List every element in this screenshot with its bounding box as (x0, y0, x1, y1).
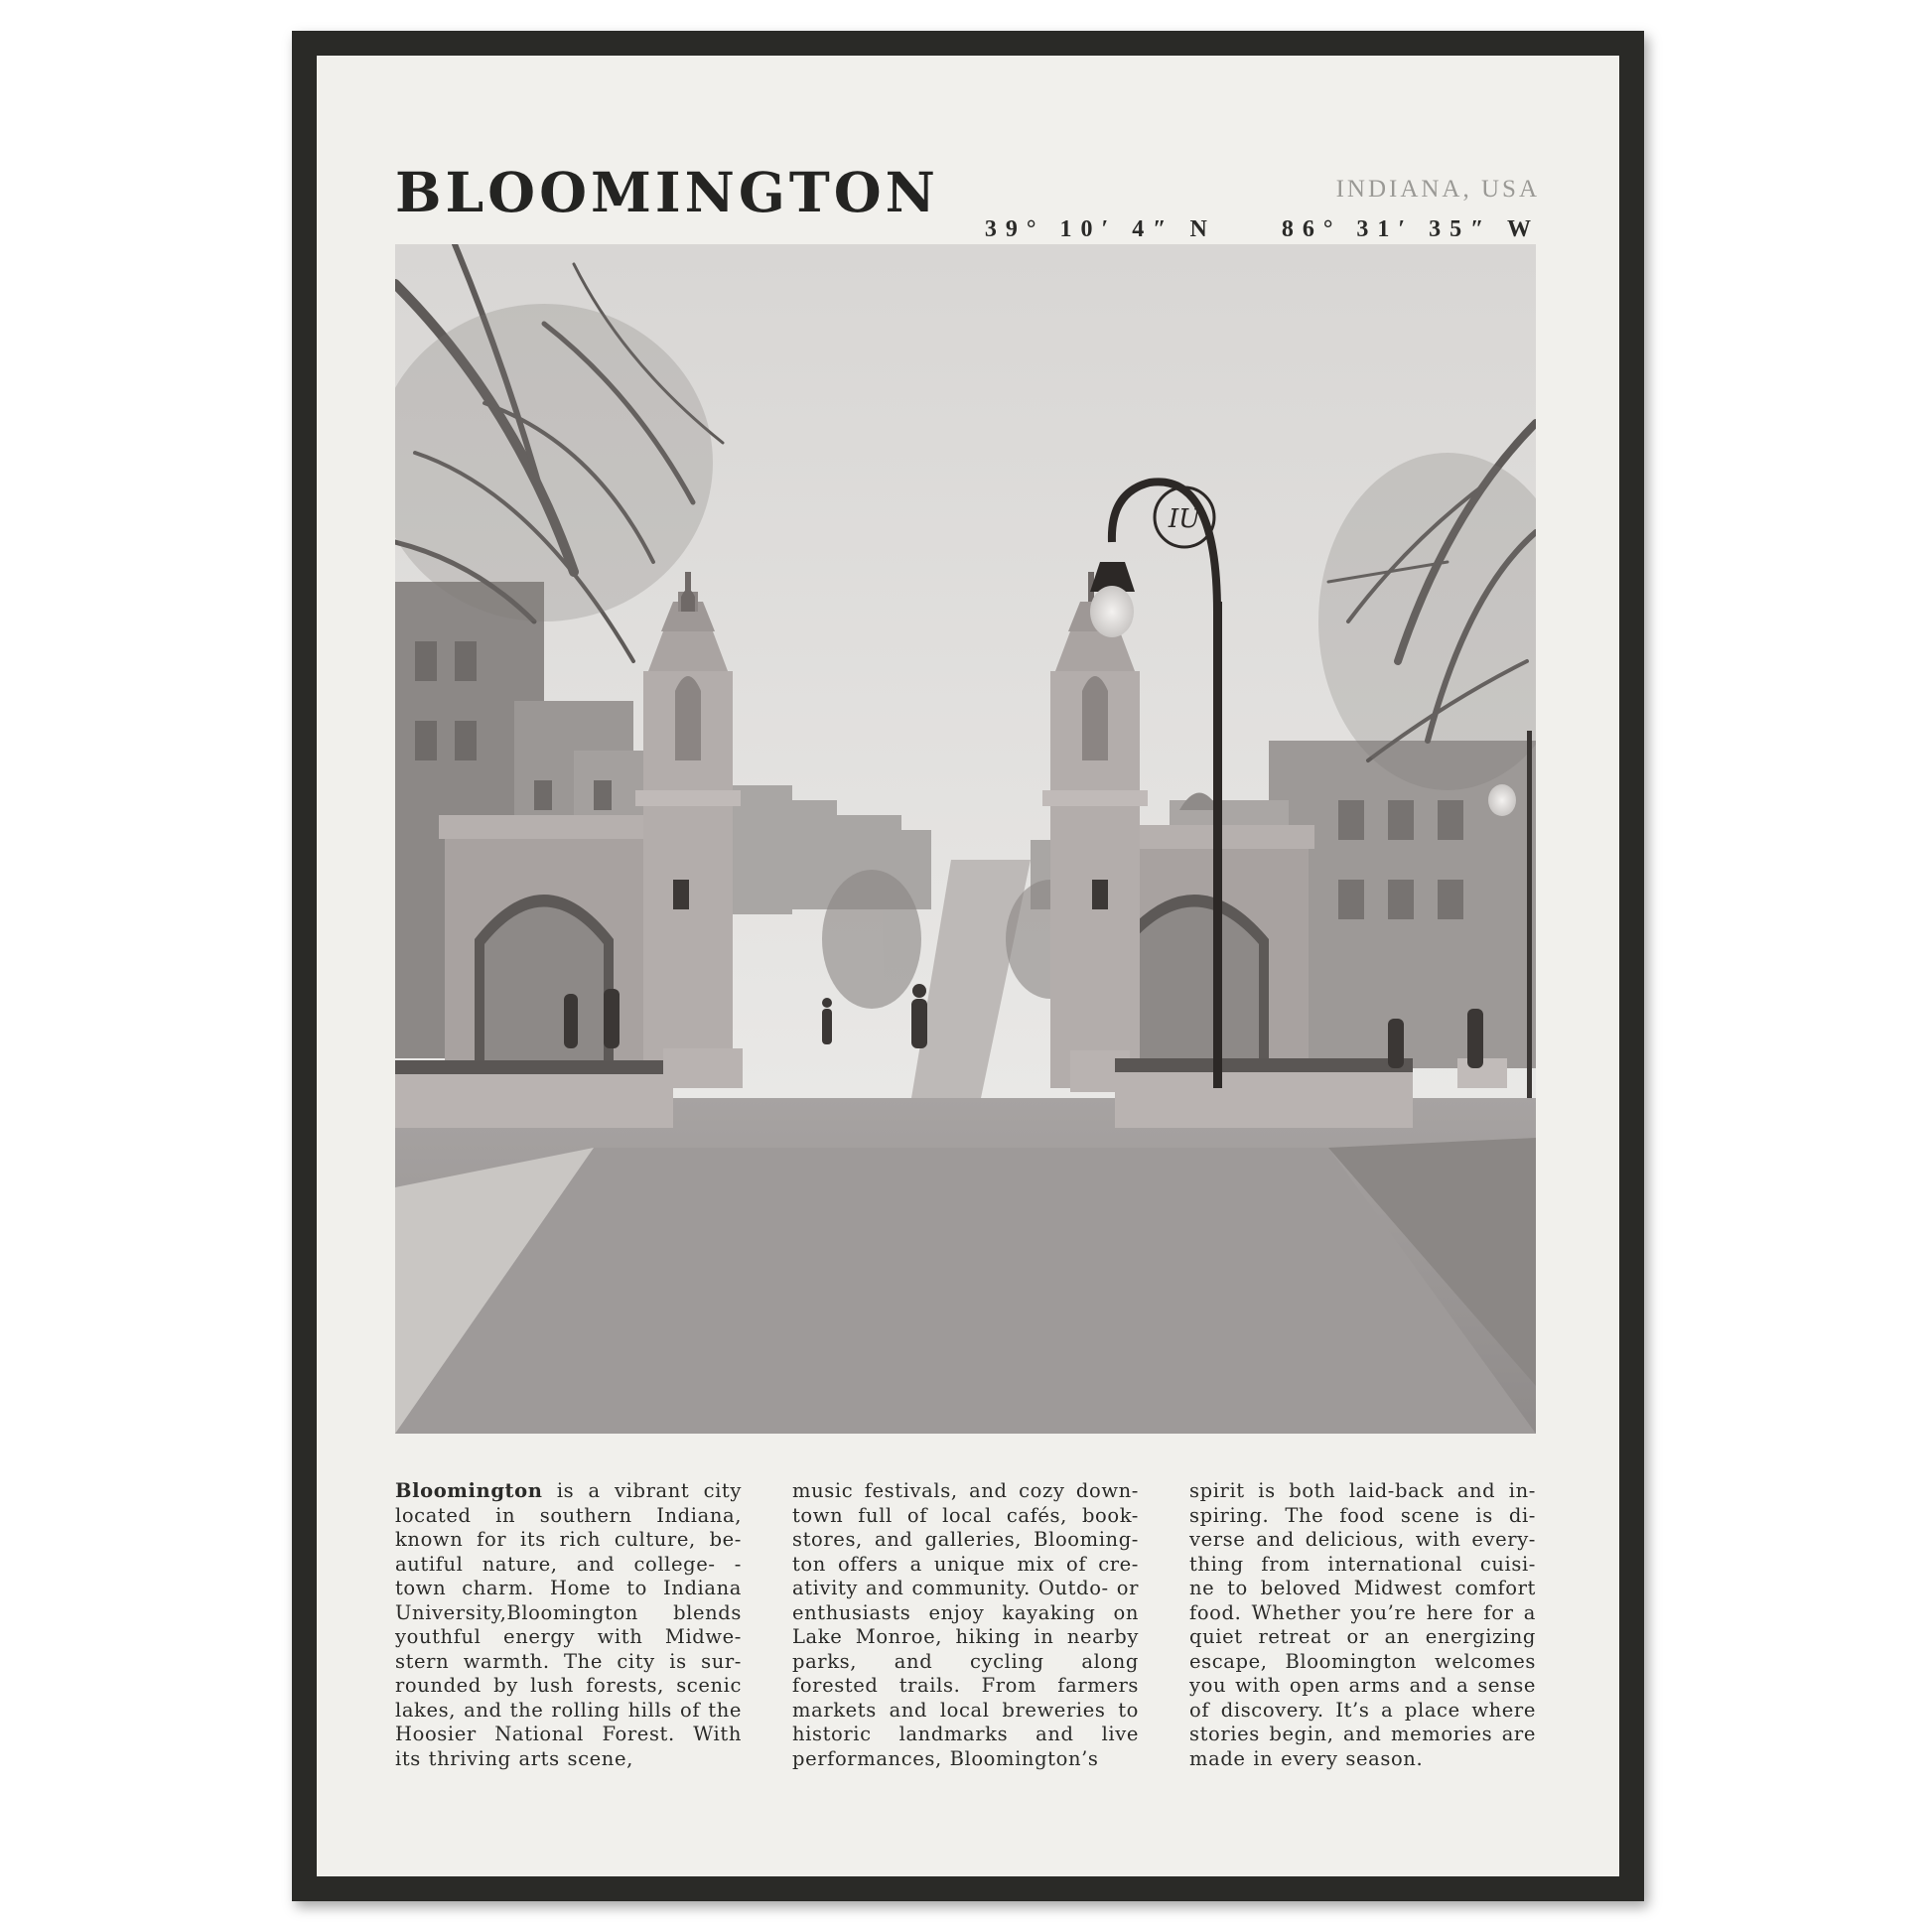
poster-paper (317, 56, 1619, 1876)
lead-city-name: Bloomington (395, 1479, 543, 1502)
poster-title: BLOOMINGTON (395, 160, 939, 224)
description-text-1: is a vibrant city located in southern Indiana, known for its rich culture, be- autiful nature, and college- -town charm. Home to Indiana University,Bloomington blends youthful energy with Midwe- stern warmth. The city is sur- rounded by lush forests, scenic lakes, and the rolling hills of the Hoosier National Forest. With its thriving arts scene, (395, 1479, 742, 1770)
poster-frame (292, 31, 1644, 1901)
city-photo (395, 244, 1536, 1434)
sample-gates-illustration (395, 244, 1536, 1434)
region-label: INDIANA, USA (1335, 176, 1540, 203)
lamp-emblem: IU (1168, 504, 1201, 534)
description-columns (395, 1479, 1536, 1771)
latitude: 39° 10′ 4″ N (984, 216, 1216, 242)
description-column-1 (395, 1479, 742, 1771)
longitude: 86° 31′ 35″ W (1281, 216, 1540, 242)
coordinates (985, 216, 1540, 243)
description-column-2: music festivals, and cozy down- town full of local cafés, book- stores, and galleries, Blooming- ton offers a unique mix of cre- ativity and community. Outdo- or enthusiasts enjoy kayaking on Lake Monroe, hiking in nearby parks, and cycling along forested trails. From farmers markets and local breweries to historic landmarks and live performances, Bloomington’s (792, 1479, 1139, 1770)
description-column-3: spirit is both laid-back and in- spiring. The food scene is di- verse and delicious, with every- thing from international cuisi- ne to beloved Midwest comfort food. Whether you’re here for a quiet retreat or an energizing escape, Bloomington welcomes you with open arms and a sense of discovery. It’s a place where stories begin, and memories are made in every season. (1189, 1479, 1536, 1770)
